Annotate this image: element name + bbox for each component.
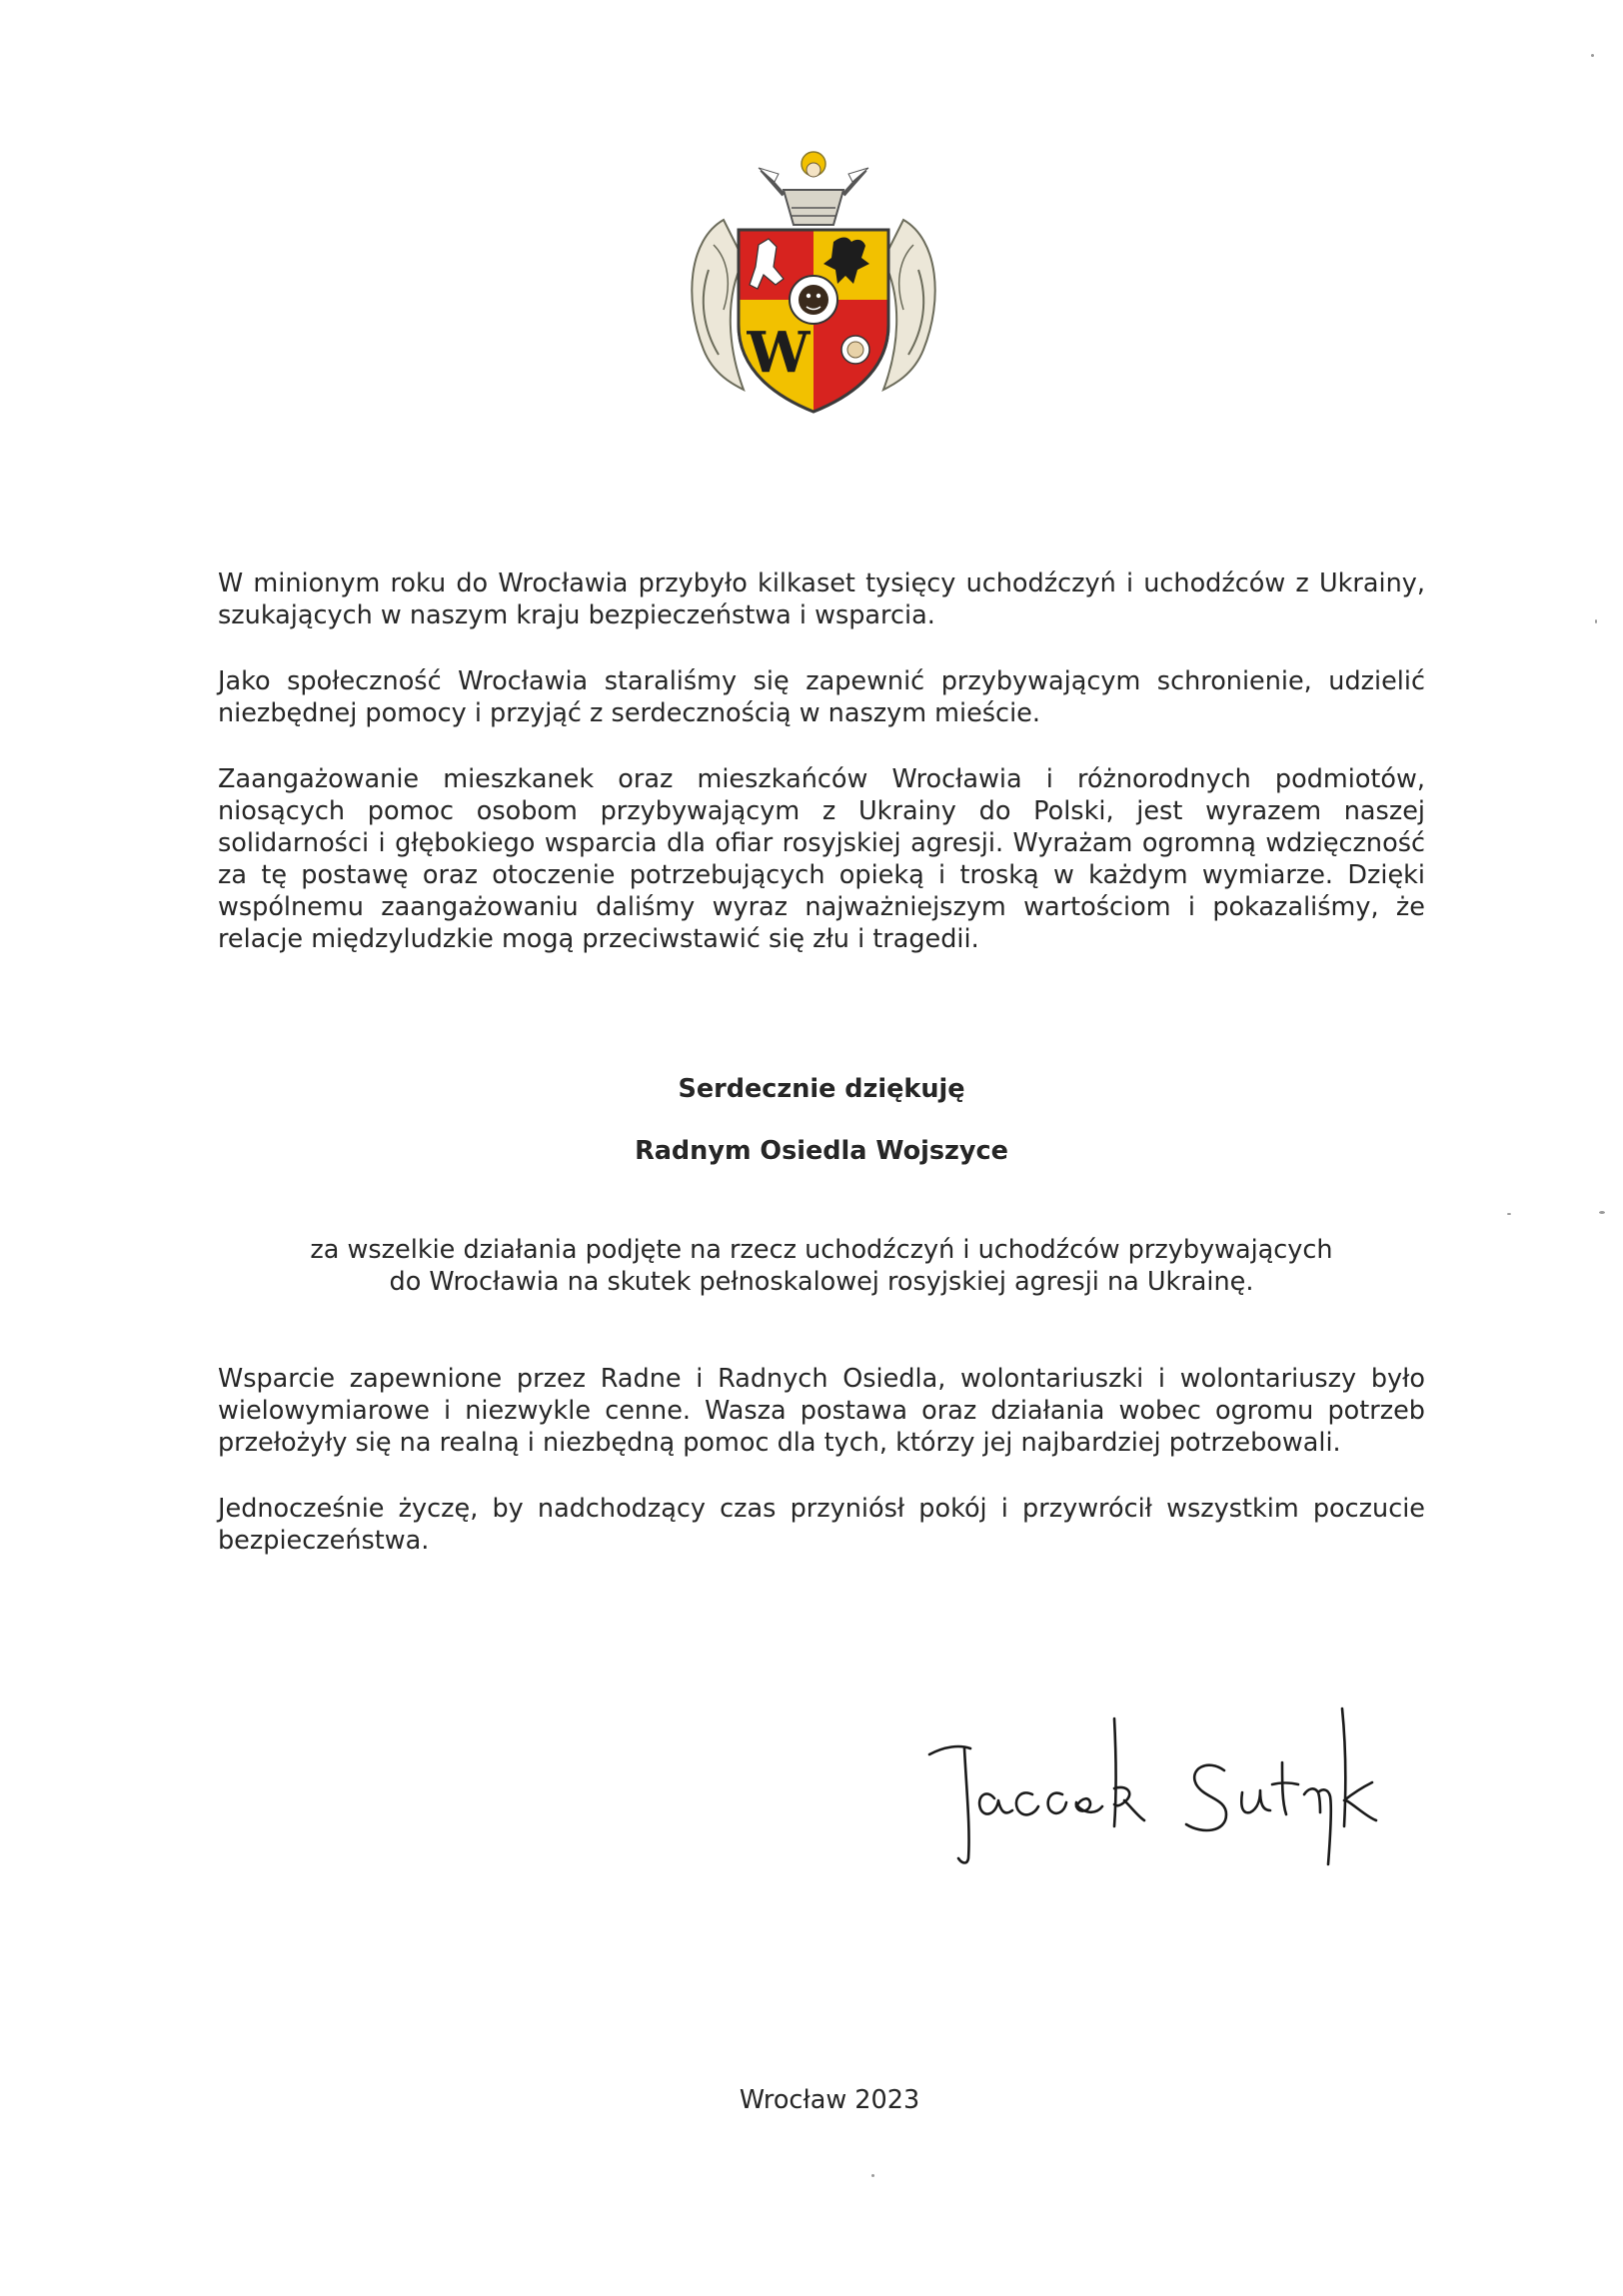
paragraph-support: Wsparcie zapewnione przez Radne i Radnych Osiedla, wolontariuszki i wolontariuszy było wielowymiarowe i niezwykle cenne. Wasza postawa oraz działania wobec ogromu potrzeb przełożyły się na realną i niezbędną pomoc dla tych, którzy jej najbardziej potrzebowali. — [218, 1364, 1425, 1458]
scan-speck — [1595, 619, 1597, 623]
paragraph-wishes: Jednocześnie życzę, by nadchodzący czas przyniósł pokój i przywrócił wszystkim poczucie bezpieczeństwa. — [218, 1494, 1425, 1556]
thanks-recipient: Radnym Osiedla Wojszyce — [635, 1136, 1008, 1166]
coat-of-arms-logo — [684, 150, 943, 415]
thanks-reason-line-2: do Wrocławia na skutek pełnoskalowej rosyjskiej agresji na Ukrainę. — [389, 1267, 1254, 1297]
scan-speck — [1507, 1213, 1511, 1215]
crest-shield — [739, 230, 888, 412]
signature-handwritten — [924, 1689, 1384, 1888]
scan-speck — [1599, 1211, 1605, 1214]
paragraph-community: Jako społeczność Wrocławia staraliśmy się zapewnić przybywającym schronienie, udzielić niezbędnej pomocy i przyjąć z serdecznością w naszym mieście. — [218, 666, 1425, 728]
scan-speck — [1591, 54, 1594, 57]
thanks-reason-line-1: za wszelkie działania podjęte na rzecz uchodźczyń i uchodźców przybywających — [310, 1235, 1333, 1265]
paragraph-engagement: Zaangażowanie mieszkanek oraz mieszkańców Wrocławia i różnorodnych podmiotów, niosących pomoc osobom przybywającym z Ukrainy do Polski, jest wyrazem naszej solidarności i głębokiego wsparcia dla ofiar rosyjskiej agresji. Wyrażam ogromną wdzięczność za tę postawę oraz otoczenie potrzebujących opieką i troską w każdym wymiarze. Dzięki wspólnemu zaangażowaniu daliśmy wyraz najważniejszym wartościom i pokazaliśmy, że relacje międzyludzkie mogą przeciwstawić się złu i tragedii. — [218, 764, 1425, 954]
place-and-date: Wrocław 2023 — [739, 2085, 920, 2115]
thanks-heading: Serdecznie dziękuję — [678, 1074, 965, 1104]
scan-speck — [871, 2174, 874, 2177]
crest-helmet — [759, 152, 868, 225]
paragraph-intro: W minionym roku do Wrocławia przybyło kilkaset tysięcy uchodźczyń i uchodźców z Ukrainy, szukających w naszym kraju bezpieczeństwa i wsparcia. — [218, 569, 1425, 630]
crest-letter-w: W — [747, 320, 811, 386]
